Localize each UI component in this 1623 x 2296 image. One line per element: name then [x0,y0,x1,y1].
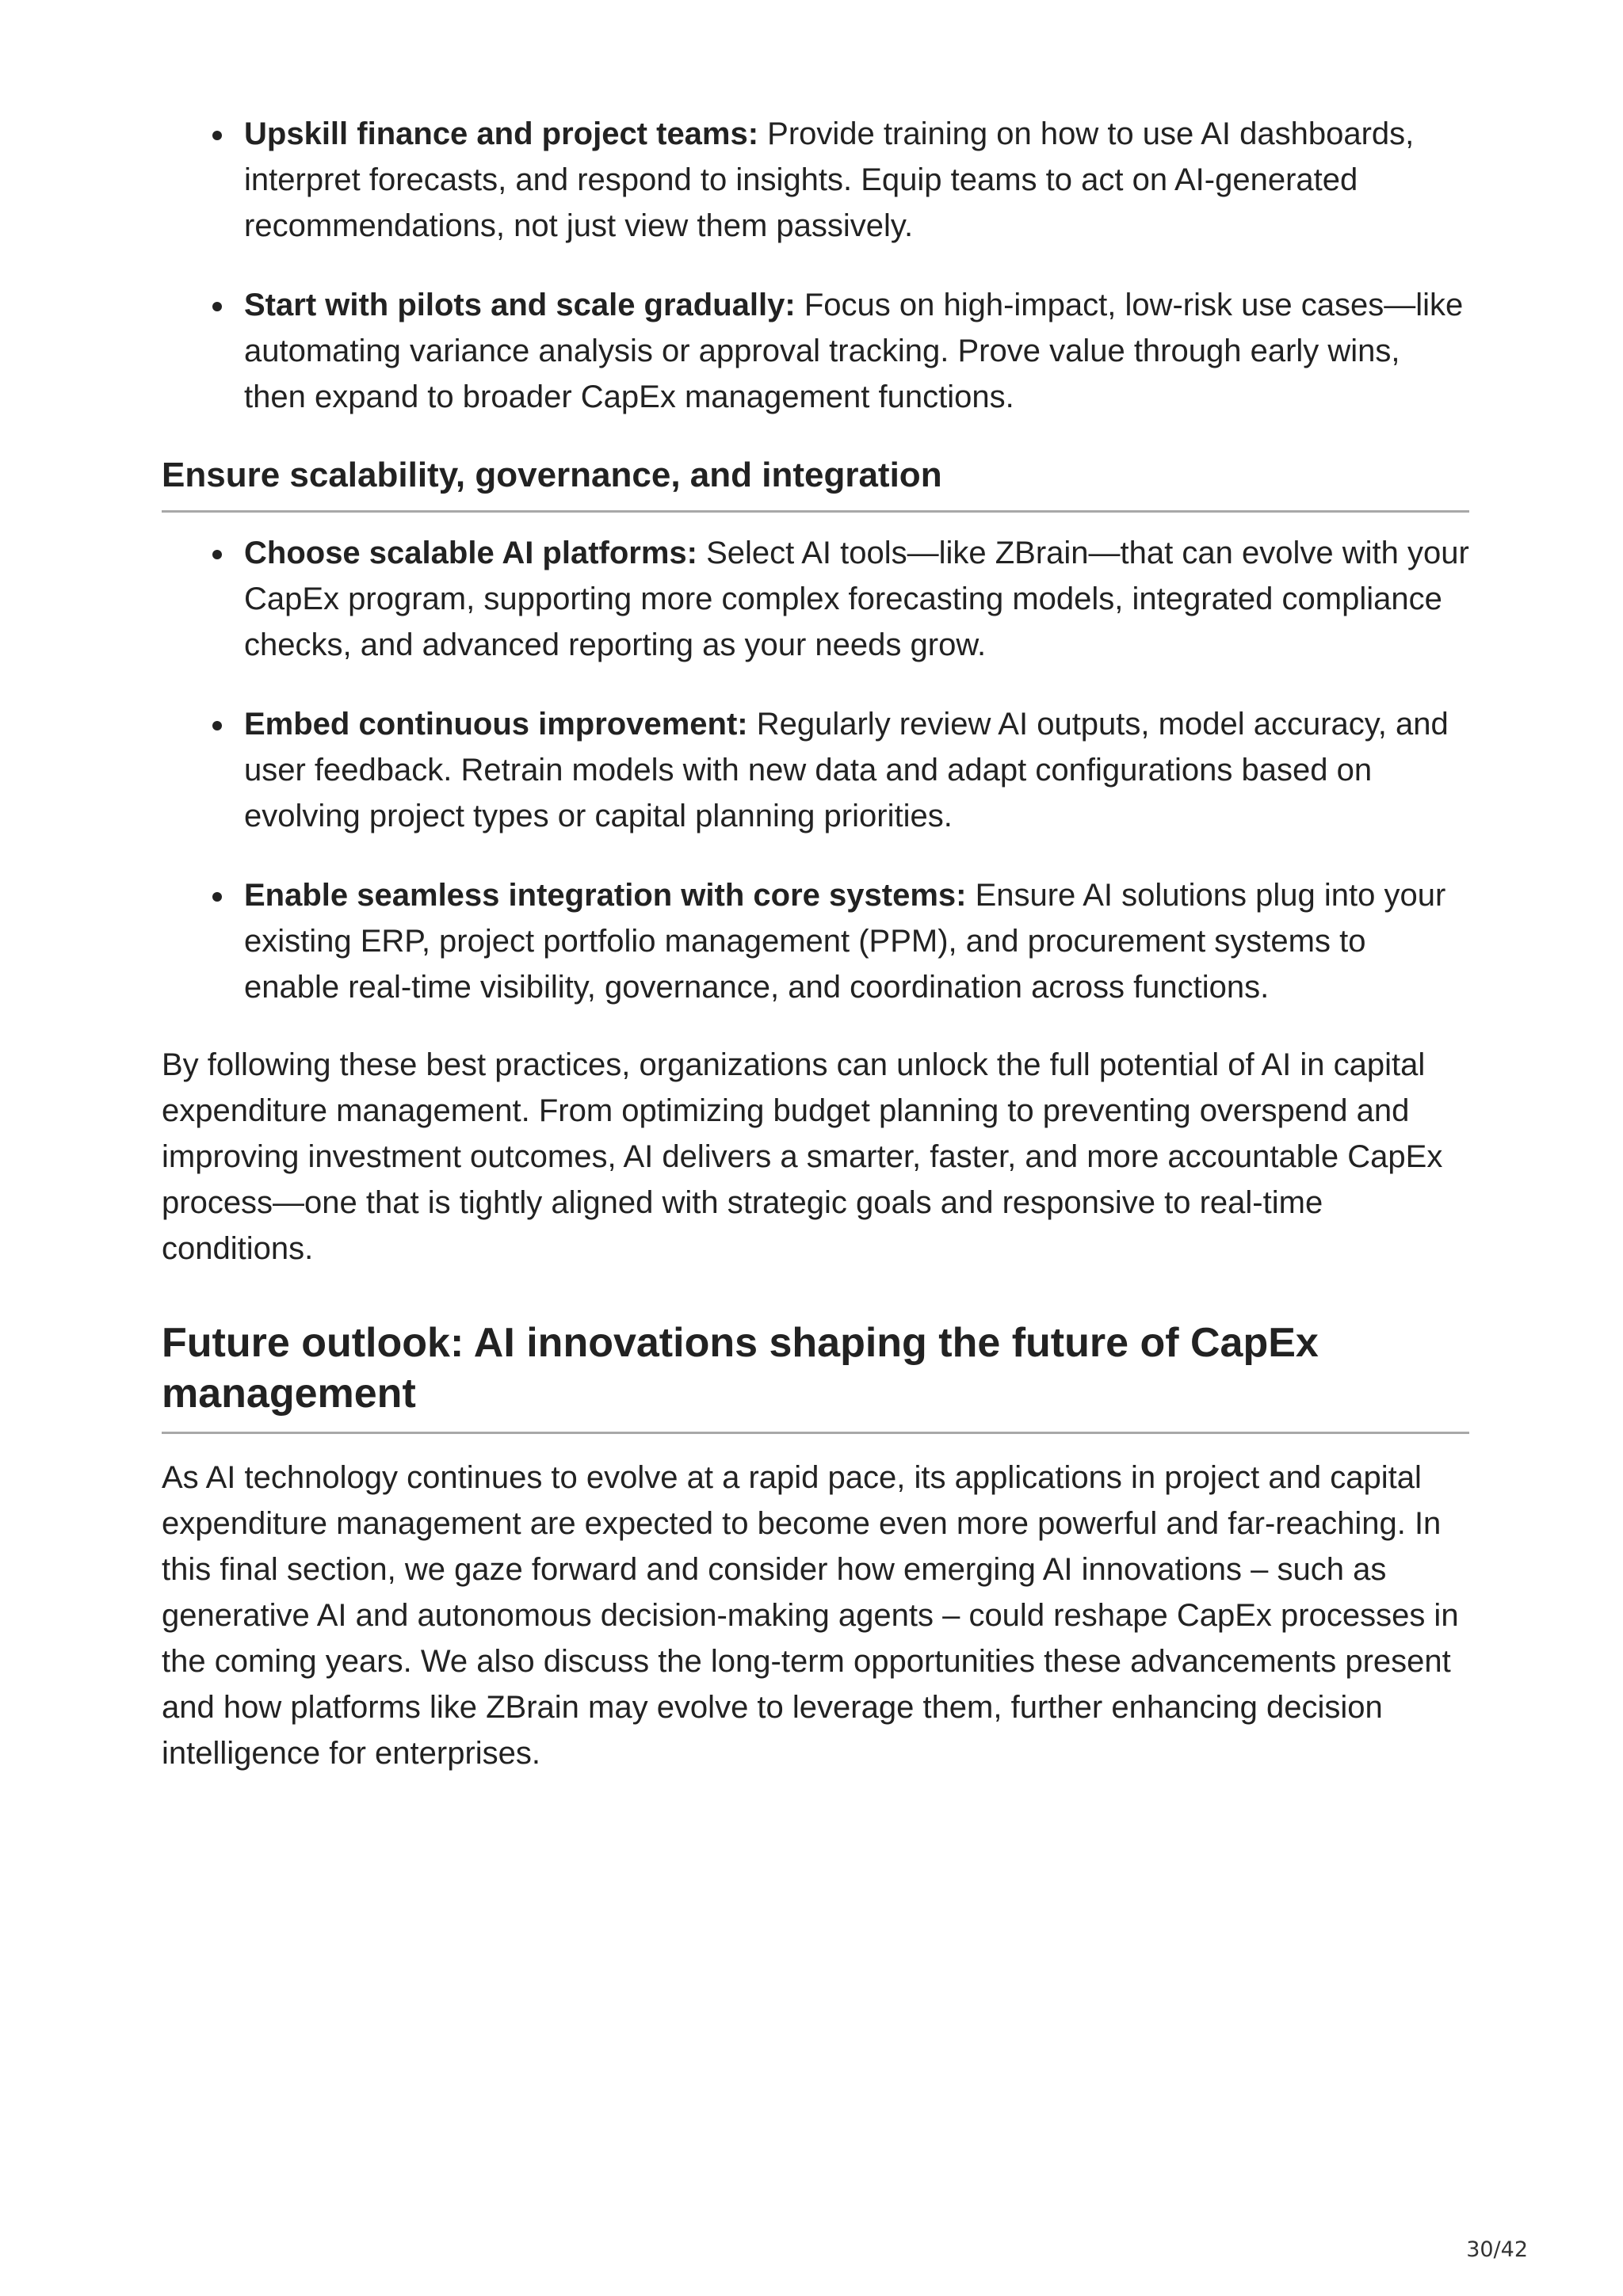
section-heading-future-outlook: Future outlook: AI innovations shaping the future of CapEx management [162,1318,1469,1434]
list-item-lead: Choose scalable AI platforms: [244,536,697,570]
list-item [244,530,1469,668]
list-item-text: Provide training on how to use AI dashboards, interpret forecasts, and respond to insights. Equip teams to act on AI-generated recommendations, not just view them passively. [244,116,1415,243]
list-item-lead: Start with pilots and scale gradually: [244,288,796,322]
scalability-list [162,530,1469,1010]
list-item-text: Select AI tools—like ZBrain—that can evolve with your CapEx program, supporting more complex forecasting models, integrated compliance checks, and advanced reporting as your needs grow. [244,536,1469,662]
future-outlook-paragraph: As AI technology continues to evolve at a rapid pace, its applications in project and capital expenditure management are expected to become even more powerful and far-reaching. In this final section, we gaze forward and consider how emerging AI innovations – such as generative AI and autonomous decision-making agents – could reshape CapEx processes in the coming years. We also discuss the long-term opportunities these advancements present and how platforms like ZBrain may evolve to leverage them, further enhancing decision intelligence for enterprises. [162,1460,1459,1771]
closing-paragraph: By following these best practices, organizations can unlock the full potential of AI in capital expenditure management. From optimizing budget planning to preventing overspend and improving investment outcomes, AI delivers a smarter, faster, and more accountable CapEx process—one that is tightly aligned with strategic goals and responsive to real-time conditions. [162,1047,1443,1266]
list-item-lead: Enable seamless integration with core systems: [244,878,967,913]
list-item-text: Ensure AI solutions plug into your existing ERP, project portfolio management (PPM), and procurement systems to enable real-time visibility, governance, and coordination across functions. [244,878,1446,1005]
list-item-lead: Upskill finance and project teams: [244,116,759,151]
list-item [244,282,1469,420]
document-content [162,111,1469,1776]
list-item-text: Regularly review AI outputs, model accuracy, and user feedback. Retrain models with new data and adapt configurations based on evolving project types or capital planning priorities. [244,707,1449,833]
list-item-lead: Embed continuous improvement: [244,707,748,742]
list-item [244,701,1469,839]
list-item-text: Focus on high-impact, low-risk use cases—like automating variance analysis or approval tracking. Prove value through early wins, then expand to broader CapEx management functions. [244,288,1464,414]
list-item [244,111,1469,249]
best-practices-list-upskill [162,111,1469,420]
page-number: 30/42 [1466,2237,1528,2262]
list-item [244,872,1469,1010]
section-heading-scalability: Ensure scalability, governance, and integration [162,453,1469,513]
